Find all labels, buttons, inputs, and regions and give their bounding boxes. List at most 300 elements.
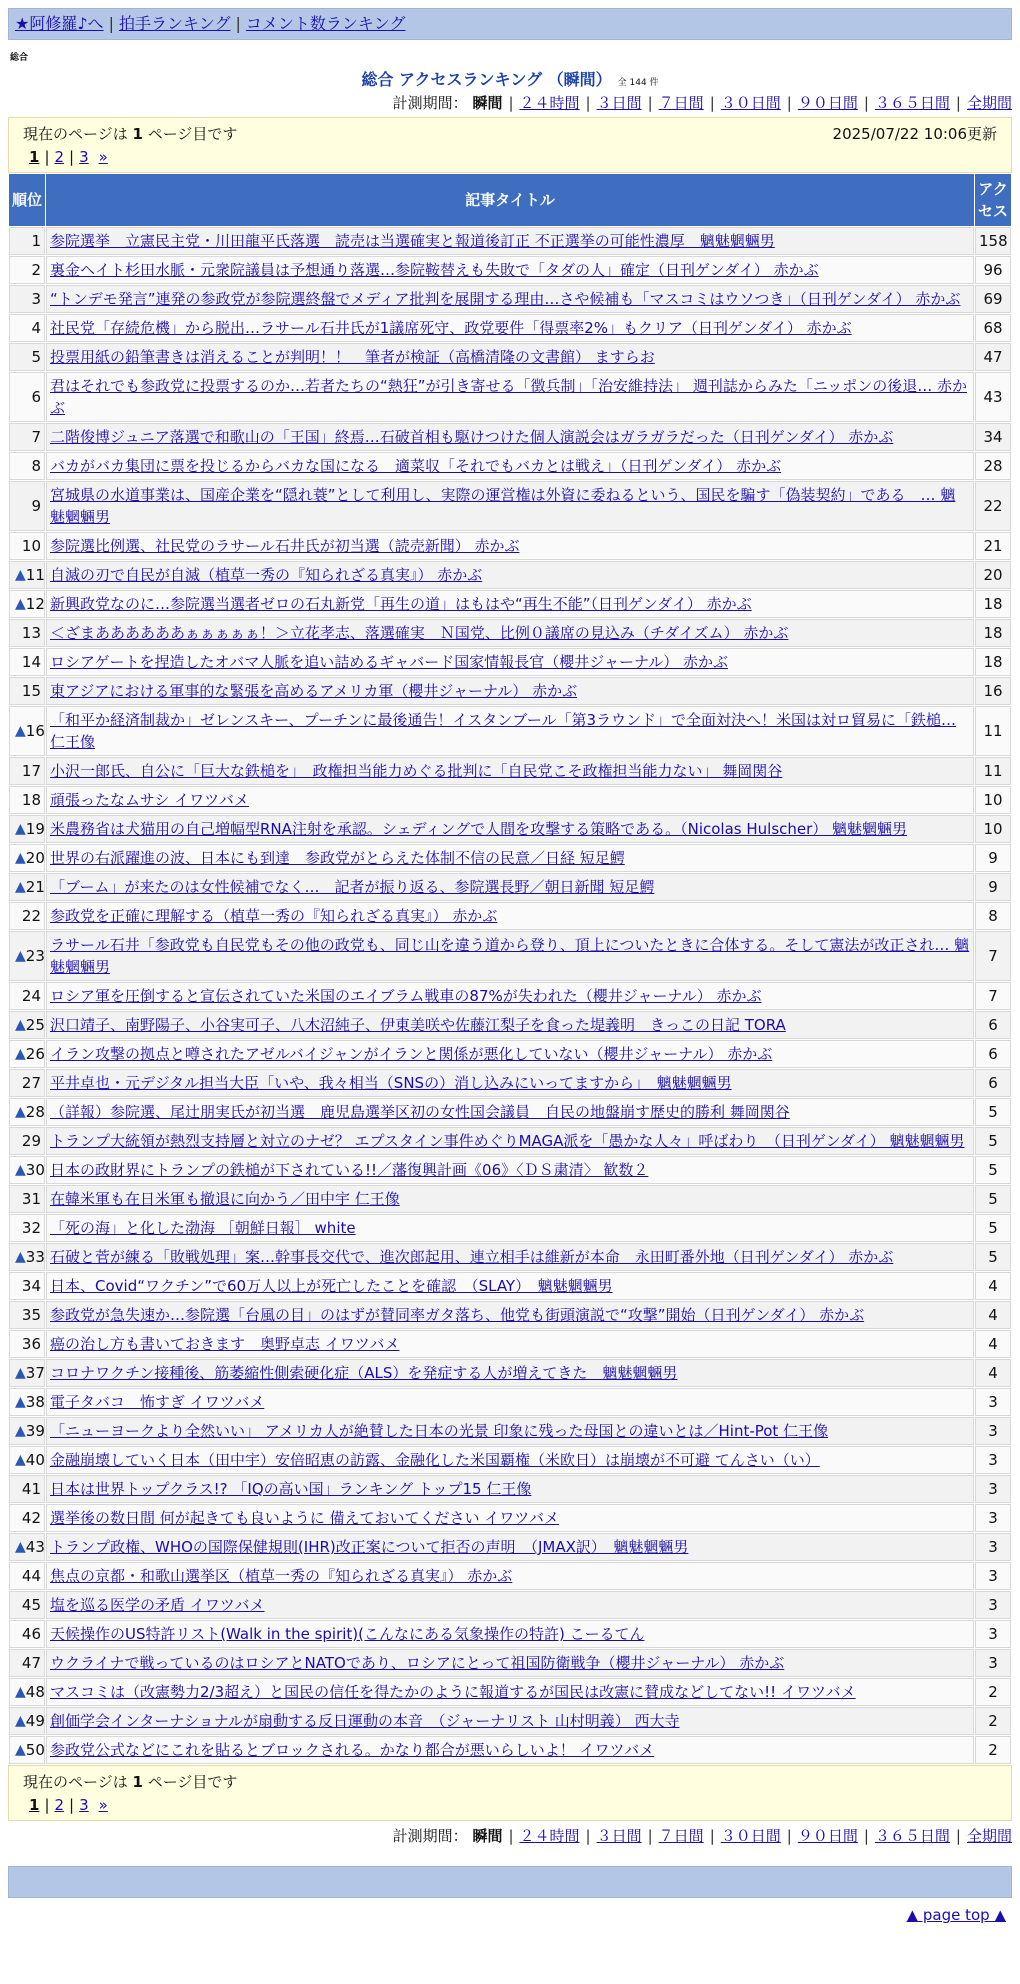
access-count: 5 [975, 1098, 1011, 1126]
article-title-link[interactable]: 裏金ヘイト杉田水脈・元衆院議員は予想通り落選…参院鞍替えも失敗で「タダの人」確定（日刊ゲンダイ） 赤かぶ [50, 261, 819, 279]
title-cell [46, 1156, 974, 1184]
rank-cell [9, 1330, 45, 1358]
article-title-link[interactable]: 電子タバコ 怖すぎ イワツバメ [50, 1393, 265, 1411]
rank-cell [9, 343, 45, 371]
period-selector-bottom: 計測期間： 瞬間 | ２４時間 | ３日間 | ７日間 | ３０日間 | ９０日間 | ３６５日間 | 全期間 [392, 1827, 1012, 1845]
rank-cell [9, 1591, 45, 1619]
access-count: 3 [975, 1388, 1011, 1416]
rank-cell [9, 1185, 45, 1213]
rank-number: 29 [21, 1132, 41, 1150]
title-cell [46, 561, 974, 589]
page-info-bottom [8, 1765, 1012, 1821]
article-title-link[interactable]: 沢口靖子、南野陽子、小谷実可子、八木沼純子、伊東美咲や佐藤江梨子を食った堤義明 きっこの日記 TORA [50, 1016, 786, 1034]
page-top-area [8, 1898, 1012, 1934]
article-title-link[interactable]: 平井卓也・元デジタル担当大臣「いや、我々相当（SNSの）消し込みにいってますから」 魑魅魍魎男 [50, 1074, 732, 1092]
rank-cell [9, 452, 45, 480]
rank-cell [9, 1040, 45, 1068]
rank-cell [9, 1388, 45, 1416]
access-count: 5 [975, 1127, 1011, 1155]
title-cell [46, 648, 974, 676]
rank-cell [9, 706, 45, 756]
rank-number: 49 [25, 1712, 45, 1730]
table-row [9, 1098, 1011, 1126]
article-title-link[interactable]: バカがバカ集団に票を投じるからバカな国になる 適菜収「それでもバカとは戦え」（日刊ゲンダイ） 赤かぶ [50, 457, 782, 475]
article-title-link[interactable]: 頑張ったなムサシ イワツバメ [50, 791, 249, 809]
access-count: 5 [975, 1243, 1011, 1271]
rank-up-arrow-icon: ▲ [15, 948, 26, 964]
rank-number: 47 [21, 1654, 41, 1672]
pager-next-bottom[interactable]: » [98, 1796, 108, 1814]
nav-link-ashura[interactable]: ★阿修羅♪へ [15, 14, 104, 33]
title-cell [46, 227, 974, 255]
title-cell [46, 1475, 974, 1503]
title-cell [46, 314, 974, 342]
rank-up-arrow-icon: ▲ [15, 821, 26, 837]
article-title-link[interactable]: ＜ざまああああああぁぁぁぁぁ！＞立花孝志、落選確実 Ｎ国党、比例０議席の見込み（チダイズム） 赤かぶ [50, 624, 789, 642]
access-count: 43 [975, 372, 1011, 422]
rank-up-arrow-icon: ▲ [15, 879, 26, 895]
rank-cell [9, 1504, 45, 1532]
rank-number: 31 [21, 1190, 41, 1208]
title-cell [46, 256, 974, 284]
title-cell [46, 1736, 974, 1764]
period-option-90d[interactable]: ９０日間 [797, 94, 858, 112]
title-cell [46, 619, 974, 647]
title-cell [46, 372, 974, 422]
rank-cell [9, 1243, 45, 1271]
access-count: 21 [975, 532, 1011, 560]
table-row [9, 1069, 1011, 1097]
article-title-link[interactable]: 焦点の京都・和歌山選挙区（植草一秀の『知られざる真実』） 赤かぶ [50, 1567, 513, 1585]
rank-cell [9, 227, 45, 255]
rank-cell [9, 1098, 45, 1126]
article-title-link[interactable]: コロナワクチン接種後、筋萎縮性側索硬化症（ALS）を発症する人が増えてきた 魑魅魍魎男 [50, 1364, 678, 1382]
rank-up-arrow-icon: ▲ [15, 567, 26, 583]
rank-number: 12 [25, 595, 45, 613]
title-cell [46, 452, 974, 480]
article-title-link[interactable]: 在韓米軍も在日米軍も撤退に向かう／田中宇 仁王像 [50, 1190, 400, 1208]
rank-number: 27 [21, 1074, 41, 1092]
title-cell [46, 786, 974, 814]
table-row [9, 648, 1011, 676]
table-row [9, 343, 1011, 371]
access-count: 20 [975, 561, 1011, 589]
article-title-link[interactable]: 癌の治し方も書いておきます 奥野卓志 イワツバメ [50, 1335, 400, 1353]
rank-number: 22 [21, 907, 41, 925]
article-title-link[interactable]: 日本は世界トップクラス!? 「IQの高い国」ランキング トップ15 仁王像 [50, 1480, 532, 1498]
access-count: 5 [975, 1156, 1011, 1184]
title-cell [46, 1214, 974, 1242]
table-row [9, 1388, 1011, 1416]
title-cell [46, 481, 974, 531]
rank-number: 34 [21, 1277, 41, 1295]
rank-cell [9, 532, 45, 560]
title-cell [46, 590, 974, 618]
table-row [9, 1678, 1011, 1706]
article-title-link[interactable]: 君はそれでも参政党に投票するのか…若者たちの“熱狂”が引き寄せる「徴兵制」「治安維持法」 週刊誌からみた「ニッポンの後退… 赤かぶ [50, 377, 967, 417]
period-option-30d[interactable]: ３０日間 [720, 94, 781, 112]
period-option-365d[interactable]: ３６５日間 [874, 94, 950, 112]
title-cell [46, 1330, 974, 1358]
period-option-30d-bottom[interactable]: ３０日間 [720, 1827, 781, 1845]
access-count: 5 [975, 1214, 1011, 1242]
table-row [9, 590, 1011, 618]
article-title-link[interactable]: イラン攻撃の拠点と噂されたアゼルバイジャンがイランと関係が悪化していない（櫻井ジャーナル） 赤かぶ [50, 1045, 773, 1063]
rank-number: 19 [25, 820, 45, 838]
article-title-link[interactable]: 小沢一郎氏、自公に「巨大な鉄槌を」 政権担当能力めぐる批判に「自民党こそ政権担当能力ない」 舞岡関谷 [50, 762, 783, 780]
table-row [9, 256, 1011, 284]
access-count: 3 [975, 1591, 1011, 1619]
footer-bar [8, 1866, 1012, 1898]
rank-number: 17 [21, 762, 41, 780]
table-row [9, 1475, 1011, 1503]
rank-number: 20 [25, 849, 45, 867]
title-cell [46, 1243, 974, 1271]
rank-number: 21 [25, 878, 45, 896]
rank-cell [9, 786, 45, 814]
article-title-link[interactable]: 宮城県の水道事業は、国産企業を“隠れ蓑”として利用し、実際の運営権は外資に委ねるという、国民を騙す「偽装契約」である … 魑魅魍魎男 [50, 486, 956, 526]
ranking-title-text: 総合 アクセスランキング （瞬間） [361, 70, 612, 89]
table-row [9, 1214, 1011, 1242]
access-count: 3 [975, 1504, 1011, 1532]
page-top-link[interactable]: ▲ page top ▲ [906, 1906, 1006, 1924]
title-cell [46, 1591, 974, 1619]
title-cell [46, 873, 974, 901]
article-title-link[interactable]: 新興政党なのに…参院選当選者ゼロの石丸新党「再生の道」はもはや“再生不能”（日刊ゲンダイ） 赤かぶ [50, 595, 752, 613]
article-title-link[interactable]: ウクライナで戦っているのはロシアとNATOであり、ロシアにとって祖国防衛戦争（櫻井ジャーナル） 赤かぶ [50, 1654, 785, 1672]
period-option-7d-bottom[interactable]: ７日間 [658, 1827, 704, 1845]
article-title-link[interactable]: 「和平か経済制裁か」ゼレンスキー、プーチンに最後通告！イスタンブール「第3ラウンド」で全面対決へ！米国は対ロ貿易に「鉄槌… 仁王像 [50, 711, 957, 751]
rank-up-arrow-icon: ▲ [15, 1017, 26, 1033]
access-count: 3 [975, 1649, 1011, 1677]
access-count: 3 [975, 1446, 1011, 1474]
rank-number: 14 [21, 653, 41, 671]
access-count: 34 [975, 423, 1011, 451]
pager-link-3[interactable]: 3 [79, 148, 89, 166]
table-row [9, 481, 1011, 531]
nav-link-comment-ranking[interactable]: コメント数ランキング [245, 14, 406, 33]
article-title-link[interactable]: 塩を巡る医学の矛盾 イワツバメ [50, 1596, 265, 1614]
title-cell [46, 1504, 974, 1532]
table-row [9, 1040, 1011, 1068]
article-title-link[interactable]: 「ニューヨークより全然いい」 アメリカ人が絶賛した日本の光景 印象に残った母国との違いとは／Hint-Pot 仁王像 [50, 1422, 829, 1440]
article-title-link[interactable]: 東アジアにおける軍事的な緊張を高めるアメリカ軍（櫻井ジャーナル） 赤かぶ [50, 682, 578, 700]
article-title-link[interactable]: マスコミは（改憲勢力2/3超え）と国民の信任を得たかのように報道するが国民は改憲に賛成などしてない!! イワツバメ [50, 1683, 856, 1701]
article-title-link[interactable]: 天候操作のUS特許リスト(Walk in the spirit)(こんなにある気象操作の特許) こーるてん [50, 1625, 645, 1643]
table-row [9, 902, 1011, 930]
article-title-link[interactable]: 参政党公式などにこれを貼るとブロックされる。かなり都合が悪いらしいよ！ イワツバメ [50, 1741, 655, 1759]
category-label: 総合 [10, 53, 29, 63]
table-row [9, 1359, 1011, 1387]
rank-cell [9, 1272, 45, 1300]
column-header-rank: 順位 [9, 174, 45, 226]
article-title-link[interactable]: 日本、Covid“ワクチン”で60万人以上が死亡したことを確認 （SLAY） 魑魅魍魎男 [50, 1277, 613, 1295]
access-count: 10 [975, 786, 1011, 814]
access-count: 18 [975, 619, 1011, 647]
rank-number: 42 [21, 1509, 41, 1527]
access-count: 4 [975, 1301, 1011, 1329]
period-option-3d-bottom[interactable]: ３日間 [596, 1827, 642, 1845]
period-label: 計測期間： [392, 94, 468, 112]
table-row [9, 1591, 1011, 1619]
pager-next[interactable]: » [98, 148, 108, 166]
table-row [9, 619, 1011, 647]
current-page-text: 現在のページは 1 ページ目です [23, 125, 238, 143]
rank-up-arrow-icon: ▲ [15, 596, 26, 612]
ranking-count: 全 144 件 [617, 78, 659, 88]
access-count: 10 [975, 815, 1011, 843]
article-title-link[interactable]: ロシア軍を圧倒すると宣伝されていた米国のエイブラム戦車の87%が失われた（櫻井ジャーナル） 赤かぶ [50, 987, 762, 1005]
period-option-90d-bottom[interactable]: ９０日間 [797, 1827, 858, 1845]
article-title-link[interactable]: ラサール石井「参政党も自民党もその他の政党も、同じ山を違う道から登り、頂上についたときに合体する。そして憲法が改正され… 魑魅魍魎男 [50, 936, 970, 976]
rank-cell [9, 873, 45, 901]
title-cell [46, 1620, 974, 1648]
table-row [9, 452, 1011, 480]
rank-cell [9, 1475, 45, 1503]
table-row [9, 786, 1011, 814]
rank-number: 9 [31, 497, 41, 515]
rank-number: 8 [31, 457, 41, 475]
pager-link-2-bottom[interactable]: 2 [54, 1796, 65, 1814]
rank-up-arrow-icon: ▲ [15, 1046, 26, 1062]
table-row [9, 757, 1011, 785]
table-row [9, 227, 1011, 255]
rank-cell [9, 423, 45, 451]
rank-up-arrow-icon: ▲ [15, 1713, 26, 1729]
access-count: 11 [975, 757, 1011, 785]
rank-number: 16 [25, 722, 45, 740]
article-title-link[interactable]: トランプ大統領が熱烈支持層と対立のナゼ？ エプスタイン事件めぐりMAGA派を「愚かな人々」呼ばわり （日刊ゲンダイ） 魑魅魍魎男 [50, 1132, 965, 1150]
access-count: 2 [975, 1707, 1011, 1735]
article-title-link[interactable]: 参院選挙 立憲民主党・川田龍平氏落選 読売は当選確実と報道後訂正 不正選挙の可能性濃厚 魑魅魍魎男 [50, 232, 775, 250]
rank-cell [9, 648, 45, 676]
period-option-7d[interactable]: ７日間 [658, 94, 704, 112]
rank-number: 11 [25, 566, 45, 584]
rank-up-arrow-icon: ▲ [15, 1742, 26, 1758]
article-title-link[interactable]: 金融崩壊していく日本（田中宇）安倍昭恵の訪露、金融化した米国覇権（米欧日）は崩壊が不可避 てんさい（い） [50, 1451, 820, 1469]
title-cell [46, 677, 974, 705]
rank-number: 40 [25, 1451, 45, 1469]
rank-cell [9, 931, 45, 981]
rank-number: 10 [21, 537, 41, 555]
access-count: 7 [975, 931, 1011, 981]
period-option-24h-bottom[interactable]: ２４時間 [519, 1827, 580, 1845]
table-row [9, 1417, 1011, 1445]
title-cell [46, 706, 974, 756]
table-row [9, 1156, 1011, 1184]
period-current-bottom: 瞬間 [472, 1827, 503, 1845]
table-row [9, 931, 1011, 981]
period-current: 瞬間 [472, 94, 503, 112]
rank-number: 37 [25, 1364, 45, 1382]
table-row [9, 815, 1011, 843]
pager-link-3-bottom[interactable]: 3 [79, 1796, 89, 1814]
table-row [9, 1301, 1011, 1329]
article-title-link[interactable]: 米農務省は犬猫用の自己増幅型RNA注射を承認。シェディングで人間を攻撃する策略である。（Nicolas Hulscher） 魑魅魍魎男 [50, 820, 908, 838]
title-cell [46, 757, 974, 785]
access-count: 9 [975, 873, 1011, 901]
rank-up-arrow-icon: ▲ [15, 1365, 26, 1381]
rank-cell [9, 815, 45, 843]
article-title-link[interactable]: 投票用紙の鉛筆書きは消えることが判明！！ 筆者が検証（高橋清隆の文書館） ますらお [50, 348, 655, 366]
article-title-link[interactable]: 二階俊博ジュニア落選で和歌山の「王国」終焉…石破首相も駆けつけた個人演説会はガラガラだった（日刊ゲンダイ） 赤かぶ [50, 428, 894, 446]
title-cell [46, 423, 974, 451]
table-row [9, 1504, 1011, 1532]
current-page-text-bottom: 現在のページは 1 ページ目です [23, 1773, 238, 1791]
period-option-all[interactable]: 全期間 [966, 94, 1012, 112]
rank-up-arrow-icon: ▲ [15, 1684, 26, 1700]
rank-number: 6 [31, 388, 41, 406]
rank-cell [9, 372, 45, 422]
rank-cell [9, 1359, 45, 1387]
table-row [9, 1446, 1011, 1474]
top-nav-bar [8, 8, 1012, 40]
access-count: 16 [975, 677, 1011, 705]
rank-cell [9, 1562, 45, 1590]
article-title-link[interactable]: 選挙後の数日間 何が起きても良いように 備えておいてください イワツバメ [50, 1509, 560, 1527]
period-option-all-bottom[interactable]: 全期間 [966, 1827, 1012, 1845]
title-cell [46, 815, 974, 843]
access-count: 69 [975, 285, 1011, 313]
rank-cell [9, 590, 45, 618]
table-row [9, 423, 1011, 451]
article-title-link[interactable]: （詳報）参院選、尾辻朋実氏が初当選 鹿児島選挙区初の女性国会議員 自民の地盤崩す歴史的勝利 舞岡関谷 [50, 1103, 790, 1121]
title-cell [46, 844, 974, 872]
article-title-link[interactable]: 参院選比例選、社民党のラサール石井氏が初当選（読売新聞） 赤かぶ [50, 537, 520, 555]
period-option-24h[interactable]: ２４時間 [519, 94, 580, 112]
rank-number: 30 [25, 1161, 45, 1179]
title-cell [46, 1446, 974, 1474]
access-count: 3 [975, 1620, 1011, 1648]
article-title-link[interactable]: トランプ政権、WHOの国際保健規則(IHR)改正案について拒否の声明 （JMAX訳） 魑魅魍魎男 [50, 1538, 689, 1556]
rank-up-arrow-icon: ▲ [15, 1539, 26, 1555]
period-option-365d-bottom[interactable]: ３６５日間 [874, 1827, 950, 1845]
access-count: 2 [975, 1736, 1011, 1764]
period-option-3d[interactable]: ３日間 [596, 94, 642, 112]
nav-separator: | [235, 14, 241, 33]
title-cell [46, 1040, 974, 1068]
title-cell [46, 1127, 974, 1155]
article-title-link[interactable]: “トンデモ発言”連発の参政党が参院選終盤でメディア批判を展開する理由…さや候補も「マスコミはウソつき」（日刊ゲンダイ） 赤かぶ [50, 290, 961, 308]
rank-cell [9, 677, 45, 705]
table-row [9, 1649, 1011, 1677]
article-title-link[interactable]: 社民党「存続危機」から脱出…ラサール石井氏が1議席死守、政党要件「得票率2%」もクリア（日刊ゲンダイ） 赤かぶ [50, 319, 852, 337]
title-cell [46, 1359, 974, 1387]
table-row [9, 1185, 1011, 1213]
rank-cell [9, 1417, 45, 1445]
rank-number: 1 [31, 232, 41, 250]
column-header-title: 記事タイトル [46, 174, 974, 226]
table-row [9, 1620, 1011, 1648]
title-cell [46, 1185, 974, 1213]
table-row [9, 706, 1011, 756]
table-row [9, 873, 1011, 901]
access-count: 158 [975, 227, 1011, 255]
table-row [9, 532, 1011, 560]
rank-up-arrow-icon: ▲ [15, 1452, 26, 1468]
pager-current-1: 1 [29, 148, 40, 166]
rank-up-arrow-icon: ▲ [15, 1249, 26, 1265]
table-row [9, 1330, 1011, 1358]
title-cell [46, 343, 974, 371]
table-row [9, 372, 1011, 422]
pager-link-2[interactable]: 2 [54, 148, 65, 166]
rank-number: 48 [25, 1683, 45, 1701]
title-cell [46, 1417, 974, 1445]
title-cell [46, 1388, 974, 1416]
table-row [9, 677, 1011, 705]
article-title-link[interactable]: 参政党を正確に理解する（植草一秀の『知られざる真実』） 赤かぶ [50, 907, 498, 925]
access-count: 4 [975, 1272, 1011, 1300]
rank-number: 43 [25, 1538, 45, 1556]
title-cell [46, 1562, 974, 1590]
access-count: 6 [975, 1040, 1011, 1068]
access-count: 7 [975, 982, 1011, 1010]
access-count: 4 [975, 1330, 1011, 1358]
table-row [9, 982, 1011, 1010]
rank-number: 44 [21, 1567, 41, 1585]
rank-number: 26 [25, 1045, 45, 1063]
article-title-link[interactable]: 「死の海」と化した渤海 ［朝鮮日報］ white [50, 1219, 356, 1237]
rank-cell [9, 1446, 45, 1474]
article-title-link[interactable]: 日本の政財界にトランプの鉄槌が下されている!!／藩復興計画《06》〈ＤＳ粛清〉 歓数２ [50, 1161, 649, 1179]
rank-number: 24 [21, 987, 41, 1005]
rank-cell [9, 1533, 45, 1561]
nav-separator: | [108, 14, 114, 33]
rank-up-arrow-icon: ▲ [15, 1162, 26, 1178]
title-cell [46, 982, 974, 1010]
rank-cell [9, 481, 45, 531]
rank-number: 3 [31, 290, 41, 308]
title-cell [46, 285, 974, 313]
rank-cell [9, 844, 45, 872]
article-title-link[interactable]: ロシアゲートを捏造したオバマ人脈を追い詰めるギャバード国家情報長官（櫻井ジャーナル） 赤かぶ [50, 653, 728, 671]
rank-number: 7 [31, 428, 41, 446]
article-title-link[interactable]: 「ブーム」が来たのは女性候補でなく… 記者が振り返る、参院選長野／朝日新聞 短足鰐 [50, 878, 655, 896]
nav-link-applause-ranking[interactable]: 拍手ランキング [118, 14, 231, 33]
rank-number: 2 [31, 261, 41, 279]
column-header-access: アクセス [975, 174, 1011, 226]
table-row [9, 1707, 1011, 1735]
title-cell [46, 1678, 974, 1706]
rank-cell [9, 285, 45, 313]
table-row [9, 844, 1011, 872]
page-info-top [8, 117, 1012, 173]
rank-up-arrow-icon: ▲ [15, 1104, 26, 1120]
rank-cell [9, 619, 45, 647]
table-row [9, 285, 1011, 313]
access-count: 68 [975, 314, 1011, 342]
article-title-link[interactable]: 創価学会インターナショナルが扇動する反日運動の本音 （ジャーナリスト 山村明義） 西大寺 [50, 1712, 680, 1730]
title-cell [46, 532, 974, 560]
table-row [9, 1736, 1011, 1764]
rank-cell [9, 757, 45, 785]
access-count: 18 [975, 590, 1011, 618]
rank-number: 36 [21, 1335, 41, 1353]
article-title-link[interactable]: 参政党が急失速か…参院選「台風の目」のはずが賛同率ガタ落ち、他党も街頭演説で“攻撃”開始（日刊ゲンダイ） 赤かぶ [50, 1306, 865, 1324]
article-title-link[interactable]: 自滅の刃で自民が自滅（植草一秀の『知られざる真実』） 赤かぶ [50, 566, 483, 584]
title-cell [46, 1272, 974, 1300]
rank-cell [9, 1707, 45, 1735]
rank-number: 23 [25, 947, 45, 965]
rank-number: 18 [21, 791, 41, 809]
article-title-link[interactable]: 石破と菅が練る「敗戦処理」案…幹事長交代で、進次郎起用、連立相手は維新が本命 永田町番外地（日刊ゲンダイ） 赤かぶ [50, 1248, 894, 1266]
rank-cell [9, 1301, 45, 1329]
access-count: 4 [975, 1359, 1011, 1387]
title-cell [46, 1533, 974, 1561]
article-title-link[interactable]: 世界の右派躍進の波、日本にも到達 参政党がとらえた体制不信の民意／日経 短足鰐 [50, 849, 625, 867]
rank-number: 5 [31, 348, 41, 366]
